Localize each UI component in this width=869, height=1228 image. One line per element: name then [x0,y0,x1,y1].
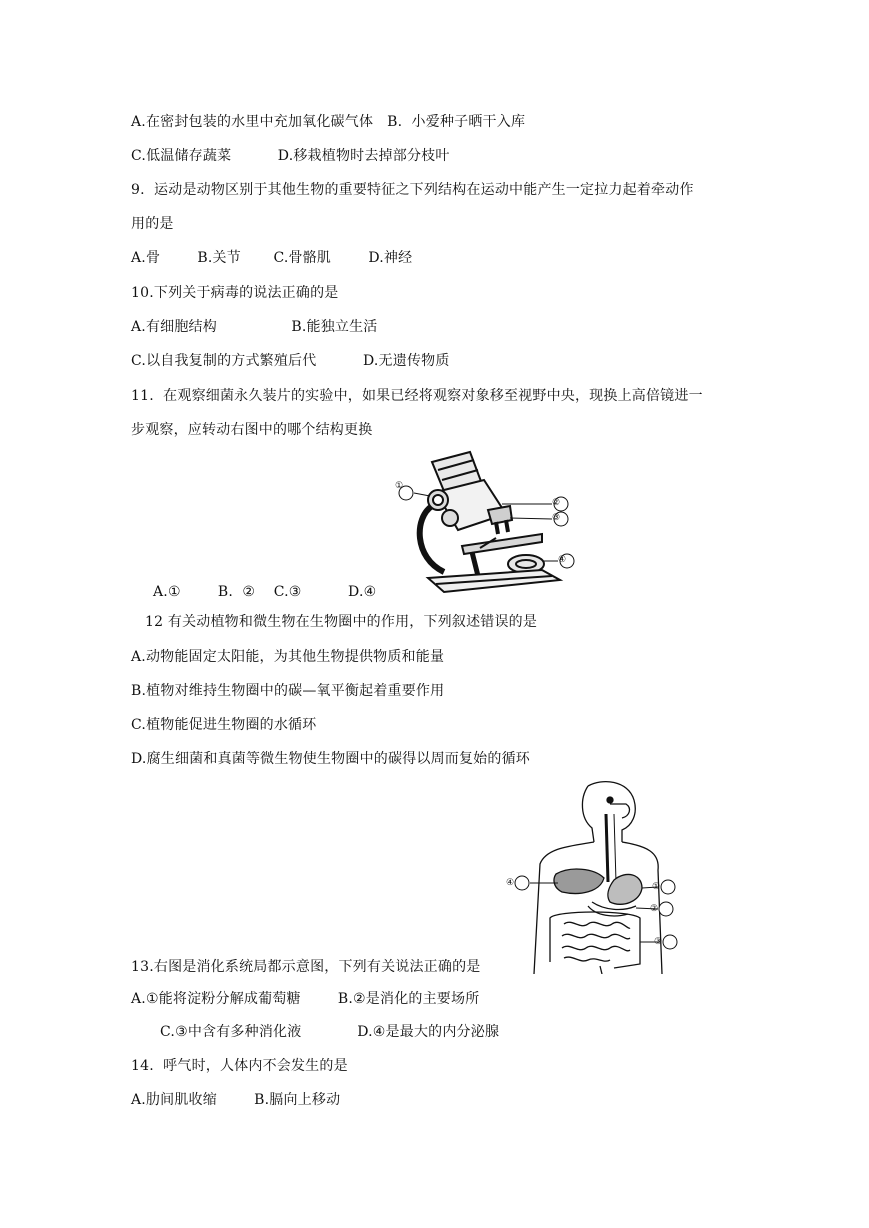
microscope-label-2: ② [552,498,561,508]
q9-options: A.骨 B.关节 C.骨骼肌 D.神经 [131,250,413,266]
microscope-label-4: ④ [558,555,567,565]
microscope-label-3: ③ [552,513,561,523]
q14-options-ab: A.肋间肌收缩 B.膈向上移动 [131,1092,341,1108]
digestive-label-1: ① [652,882,661,892]
q8-options-ab: A.在密封包装的水里中充加氧化碳气体 B. 小爱种子晒干入库 [131,114,526,130]
q13-options-cd: C.③中含有多种消化液 D.④是最大的内分泌腺 [160,1024,500,1040]
q9-stem-line2: 用的是 [131,216,174,232]
digestive-label-4: ④ [506,878,515,888]
q12-option-d: D.腐生细菌和真菌等微生物使生物圈中的碳得以周而复始的循环 [131,751,530,767]
q10-options-cd: C.以自我复制的方式繁殖后代 D.无遗传物质 [131,353,450,369]
q8-options-cd: C.低温储存蔬菜 D.移栽植物时去掉部分枝叶 [131,148,450,164]
q12-option-b: B.植物对维持生物圈中的碳—氧平衡起着重要作用 [131,683,445,699]
digestive-system-figure [510,778,690,974]
digestive-label-2: ② [650,904,659,914]
digestive-label-3: ③ [654,937,663,947]
q12-option-a: A.动物能固定太阳能，为其他生物提供物质和能量 [131,649,445,665]
microscope-label-1: ① [395,481,404,491]
q10-stem: 10.下列关于病毒的说法正确的是 [131,285,339,301]
q12-stem: 12 有关动植物和微生物在生物圈中的作用，下列叙述错误的是 [145,614,538,630]
q14-stem: 14. 呼气时，人体内不会发生的是 [131,1058,348,1074]
q11-stem-line2: 步观察，应转动右图中的哪个结构更换 [131,422,373,438]
q11-stem-line1: 11. 在观察细菌永久装片的实验中，如果已经将观察对象移至视野中央，现换上高倍镜进一 [131,388,703,404]
q12-option-c: C.植物能促进生物圈的水循环 [131,717,317,733]
q13-options-ab: A.①能将淀粉分解成葡萄糖 B.②是消化的主要场所 [131,991,480,1007]
q13-stem: 13.右图是消化系统局都示意图，下列有关说法正确的是 [131,959,481,975]
q11-options: A.① B. ② C.③ D.④ [153,584,377,600]
q10-options-ab: A.有细胞结构 B.能独立生活 [131,319,378,335]
q9-stem-line1: 9. 运动是动物区别于其他生物的重要特征之下列结构在运动中能产生一定拉力起着牵动作 [131,182,694,198]
